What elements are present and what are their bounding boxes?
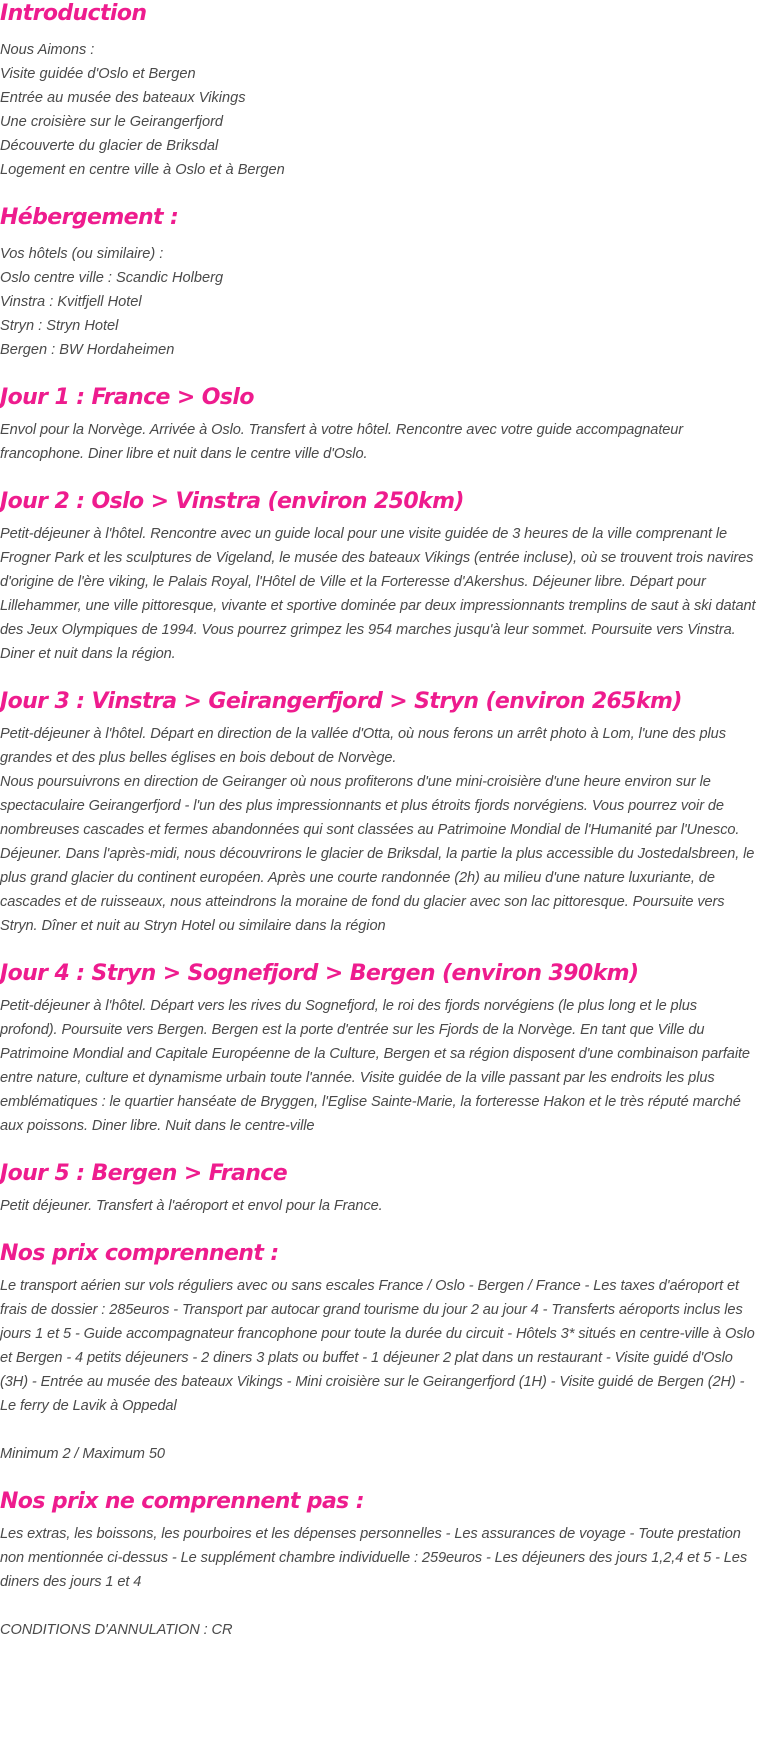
section-included — [0, 1240, 758, 1466]
day-description: Petit déjeuner. Transfert à l'aéroport et envol pour la France. — [0, 1198, 383, 1214]
section-title: Hébergement : — [0, 205, 179, 230]
section-hebergement — [0, 204, 758, 362]
hotel-line: Oslo centre ville : Scandic Holberg — [0, 270, 224, 286]
hotel-line: Stryn : Stryn Hotel — [0, 318, 119, 334]
day-title: Jour 5 : Bergen > France — [0, 1161, 288, 1186]
day-title: Jour 4 : Stryn > Sognefjord > Bergen (environ 390km) — [0, 961, 639, 986]
intro-line: Entrée au musée des bateaux Vikings — [0, 90, 246, 106]
included-text: Le transport aérien sur vols réguliers avec ou sans escales France / Oslo - Bergen / France - Les taxes d'aéroport et frais de dossier : 285euros - Transport par autocar grand tourisme du jour 2 au jour 4 - Transferts aéroports inclus les jours 1 et 5 - Guide accompagnateur francophone pour toute la durée du circuit - Hôtels 3* situés en centre-ville à Oslo et Bergen - 4 petits déjeuners - 2 diners 3 plats ou buffet - 1 déjeuner 2 plat dans un restaurant - Visite guidé d'Oslo (3H) - Entrée au musée des bateaux Vikings - Mini croisière sur le Geirangerfjord (1H) - Visite guidé de Bergen (2H) - Le ferry de Lavik à Oppedal — [0, 1278, 755, 1414]
day-title: Jour 3 : Vinstra > Geirangerfjord > Stryn (environ 265km) — [0, 689, 682, 714]
section-day-2 — [0, 488, 758, 666]
intro-line: Logement en centre ville à Oslo et à Bergen — [0, 162, 285, 178]
intro-list — [0, 38, 758, 182]
not-included-text: Les extras, les boissons, les pourboires et les dépenses personnelles - Les assurances de voyage - Toute prestation non mentionnée ci-dessus - Le supplément chambre individuelle : 259euros - Les déjeuners des jours 1,2,4 et 5 - Les diners des jours 1 et 4 — [0, 1526, 748, 1590]
day-description: Petit-déjeuner à l'hôtel. Départ vers les rives du Sognefjord, le roi des fjords norvégiens (le plus long et le plus profond). Poursuite vers Bergen. Bergen est la porte d'entrée sur les Fjords de la Norvège. En tant que Ville du Patrimoine Mondial and Capitale Européenne de la Culture, Bergen et sa région disposent d'une combinaison parfaite entre nature, culture et dynamisme urbain toute l'année. Visite guidée de la ville passant par les endroits les plus emblématiques : le quartier hanséate de Bryggen, l'Eglise Sainte-Marie, la forteresse Hakon et le très réputé marché aux poissons. Diner libre. Nuit dans le centre-ville — [0, 998, 750, 1134]
section-title: Introduction — [0, 1, 147, 26]
hotel-line: Vos hôtels (ou similaire) : — [0, 246, 164, 262]
hotel-line: Bergen : BW Hordaheimen — [0, 342, 175, 358]
section-day-3 — [0, 688, 758, 938]
intro-line: Découverte du glacier de Briksdal — [0, 138, 219, 154]
section-title: Nos prix comprennent : — [0, 1241, 279, 1266]
intro-line: Une croisière sur le Geirangerfjord — [0, 114, 224, 130]
cancellation-note: CONDITIONS D'ANNULATION : CR — [0, 1622, 233, 1638]
hotel-list — [0, 242, 758, 362]
day-description: Petit-déjeuner à l'hôtel. Départ en direction de la vallée d'Otta, où nous ferons un arrêt photo à Lom, l'une des plus grandes et des plus belles églises en bois debout de Norvège. — [0, 726, 726, 766]
section-day-4 — [0, 960, 758, 1138]
day-title: Jour 1 : France > Oslo — [0, 385, 254, 410]
day-description: Envol pour la Norvège. Arrivée à Oslo. Transfert à votre hôtel. Rencontre avec votre guide accompagnateur francophone. Diner libre et nuit dans le centre ville d'Oslo. — [0, 422, 684, 462]
day-description: Nous poursuivrons en direction de Geiranger où nous profiterons d'une mini-croisière d'une heure environ sur le spectaculaire Geirangerfjord - l'un des plus impressionnants et plus étroits fjords norvégiens. Vous pourrez voir de nombreuses cascades et fermes abandonnées qui sont classées au Patrimoine Mondial de l'Humanité par l'Unesco. Déjeuner. Dans l'après-midi, nous découvrirons le glacier de Briksdal, la partie la plus accessible du Jostedalsbreen, le plus grand glacier du continent européen. Après une courte randonnée (2h) au milieu d'une nature luxuriante, de cascades et de ruisseaux, nous atteindrons la moraine de fond du glacier avec son lac pittoresque. Poursuite vers Stryn. Dîner et nuit au Stryn Hotel ou similaire dans la région — [0, 774, 755, 934]
section-day-1 — [0, 384, 758, 466]
section-introduction — [0, 0, 758, 182]
hotel-line: Vinstra : Kvitfjell Hotel — [0, 294, 142, 310]
day-title: Jour 2 : Oslo > Vinstra (environ 250km) — [0, 489, 464, 514]
section-day-5 — [0, 1160, 758, 1218]
intro-line: Visite guidée d'Oslo et Bergen — [0, 66, 196, 82]
section-not-included — [0, 1488, 758, 1642]
participants-note: Minimum 2 / Maximum 50 — [0, 1446, 165, 1462]
intro-line: Nous Aimons : — [0, 42, 95, 58]
section-title: Nos prix ne comprennent pas : — [0, 1489, 364, 1514]
day-description: Petit-déjeuner à l'hôtel. Rencontre avec un guide local pour une visite guidée de 3 heures de la ville comprenant le Frogner Park et les sculptures de Vigeland, le musée des bateaux Vikings (entrée incluse), où se trouvent trois navires d'origine de l'ère viking, le Palais Royal, l'Hôtel de Ville et la Forteresse d'Akershus. Déjeuner libre. Départ pour Lillehammer, une ville pittoresque, vivante et sportive dominée par deux impressionnants tremplins de saut à ski datant des Jeux Olympiques de 1994. Vous pourrez grimpez les 954 marches jusqu'à leur sommet. Poursuite vers Vinstra. Diner et nuit dans la région. — [0, 526, 756, 662]
